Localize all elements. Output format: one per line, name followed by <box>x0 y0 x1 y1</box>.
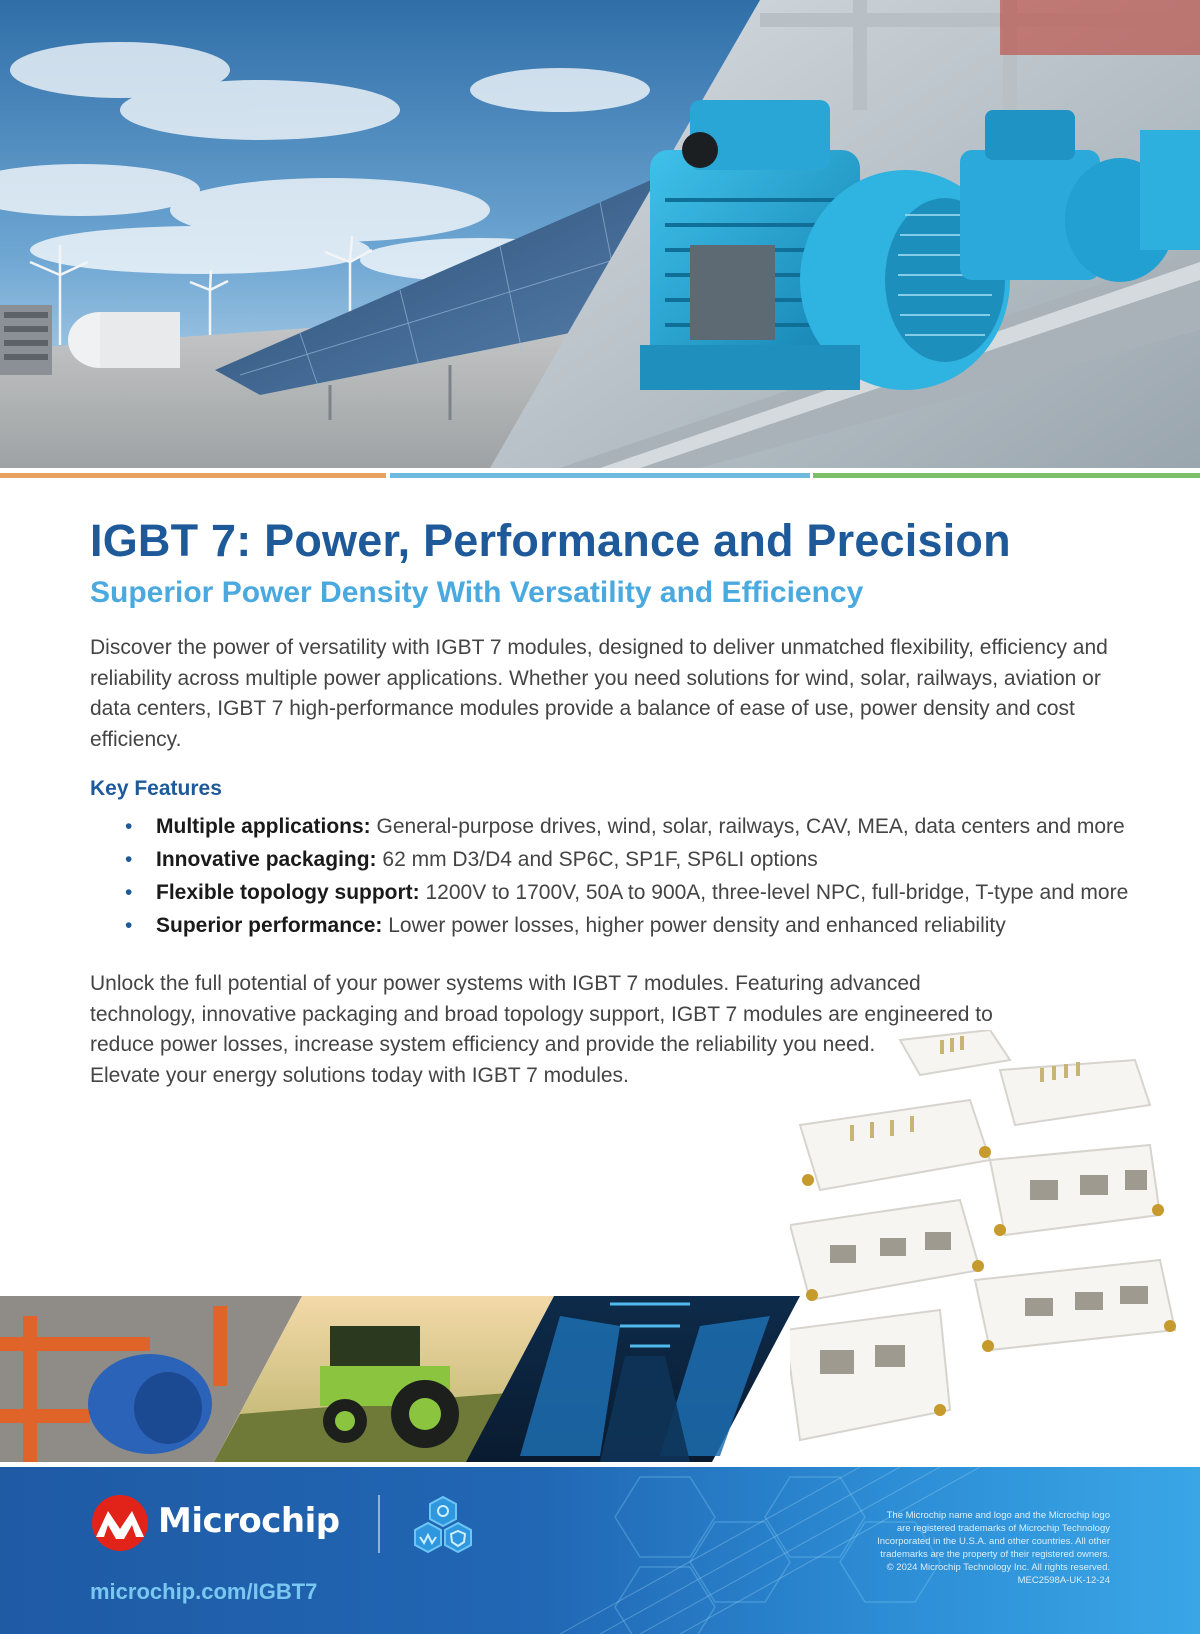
hero-illustration <box>0 0 1200 468</box>
application-photos <box>0 1296 810 1462</box>
legal-line: The Microchip name and logo and the Microchip logo <box>886 1510 1110 1521</box>
microchip-logo-icon <box>90 1495 150 1551</box>
feature-label: Innovative packaging: <box>156 848 377 871</box>
accent-bar-blue <box>390 473 810 478</box>
feature-item <box>125 843 1155 876</box>
closing-line: reduce power losses, increase system efficiency and provide the reliability you need. <box>90 1033 876 1056</box>
key-features-heading: Key Features <box>90 777 222 800</box>
closing-line: technology, innovative packaging and broad topology support, IGBT 7 modules are engineered to <box>90 1002 993 1026</box>
accent-bar-orange <box>0 473 386 478</box>
footer-url-link[interactable]: microchip.com/IGBT7 <box>90 1579 318 1604</box>
application-photo-strip <box>0 1296 810 1462</box>
feature-text: General-purpose drives, wind, solar, railways, CAV, MEA, data centers and more <box>370 815 1125 838</box>
feature-label: Flexible topology support: <box>156 881 420 904</box>
key-features-list <box>125 810 1155 942</box>
bullet-icon: • <box>125 914 133 937</box>
closing-line: Elevate your energy solutions today with IGBT 7 modules. <box>90 1063 629 1087</box>
bullet-icon: • <box>125 815 133 838</box>
igbt-modules-image <box>790 1030 1200 1470</box>
bullet-icon: • <box>125 848 133 871</box>
feature-item <box>125 810 1155 843</box>
feature-text: 62 mm D3/D4 and SP6C, SP1F, SP6LI options <box>376 848 818 871</box>
footer-divider <box>378 1495 380 1553</box>
legal-line: © 2024 Microchip Technology Inc. All rights reserved. <box>886 1562 1110 1573</box>
igbt-modules-illustration <box>790 1030 1200 1470</box>
energy-security-badge-icon <box>412 1495 474 1557</box>
feature-label: Multiple applications: <box>156 815 371 838</box>
closing-line: Unlock the full potential of your power systems with IGBT 7 modules. Featuring advanced <box>90 972 921 995</box>
bullet-icon: • <box>125 881 133 904</box>
feature-item <box>125 876 1155 909</box>
legal-notice <box>790 1509 1110 1587</box>
legal-line: trademarks are the property of their registered owners. <box>880 1549 1110 1560</box>
page-subtitle: Superior Power Density With Versatility and Efficiency <box>90 576 864 609</box>
legal-line: are registered trademarks of Microchip Technology <box>896 1523 1110 1534</box>
microchip-logo[interactable] <box>90 1489 350 1559</box>
feature-text: 1200V to 1700V, 50A to 900A, three-level NPC, full-bridge, T-type and more <box>419 881 1129 904</box>
hero-image <box>0 0 1200 468</box>
accent-bar-green <box>813 473 1200 478</box>
feature-label: Superior performance: <box>156 914 383 937</box>
page-title: IGBT 7: Power, Performance and Precision <box>90 515 1011 566</box>
legal-line: Incorporated in the U.S.A. and other countries. All other <box>877 1536 1110 1547</box>
footer <box>0 1467 1200 1634</box>
legal-line: MEC2598A-UK-12-24 <box>1017 1575 1110 1586</box>
intro-paragraph: Discover the power of versatility with IGBT 7 modules, designed to deliver unmatched flexibility, efficiency and reliability across multiple power applications. Whether you need solutions for wind, solar, railways, aviation or data centers, IGBT 7 high-performance modules provide a balance of ease of use, power density and cost efficiency. <box>90 636 1108 751</box>
feature-item <box>125 909 1155 942</box>
feature-text: Lower power losses, higher power density and enhanced reliability <box>382 914 1006 937</box>
microchip-wordmark: Microchip <box>158 1501 340 1541</box>
